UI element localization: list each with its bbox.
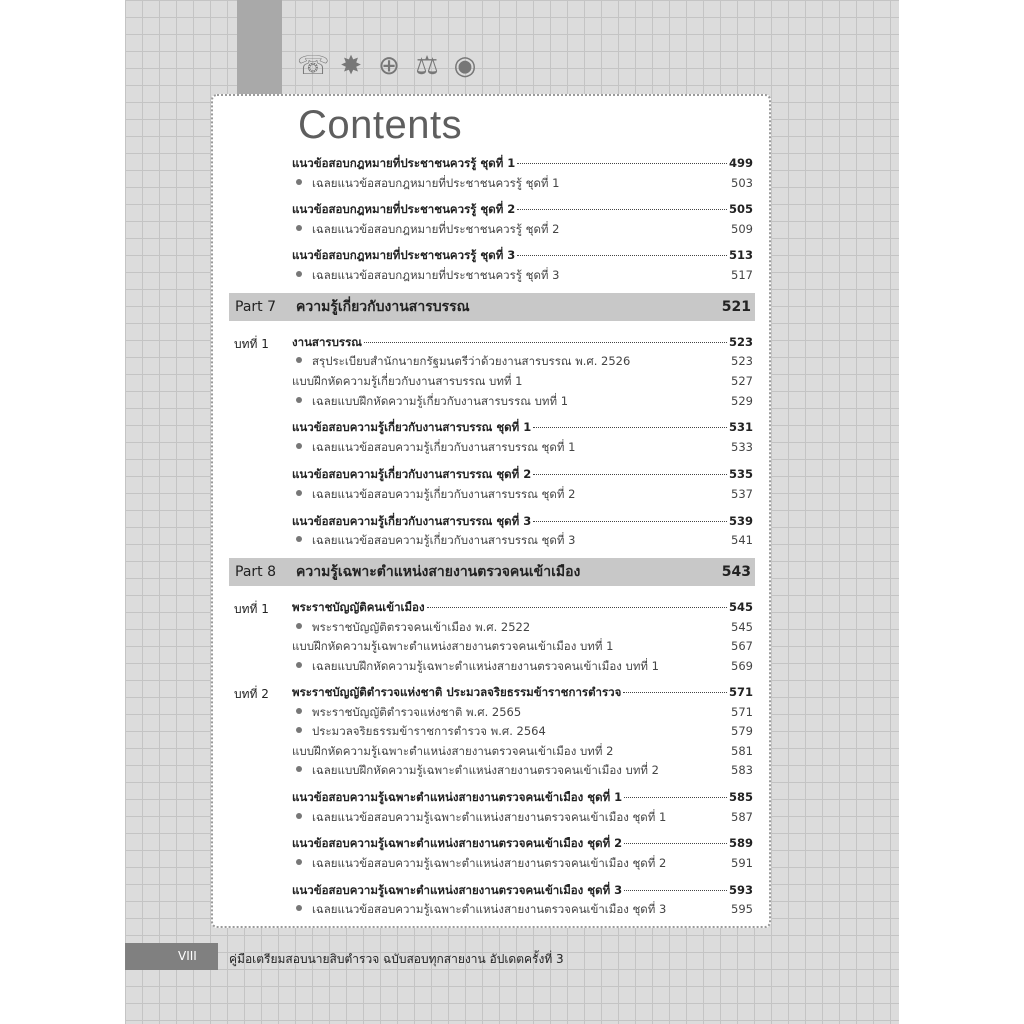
toc-entry[interactable]: เฉลยแนวข้อสอบความรู้เกี่ยวกับงานสารบรรณ ชุดที่ 1 533 bbox=[312, 440, 753, 454]
toc-entry[interactable]: เฉลยแนวข้อสอบกฎหมายที่ประชาชนควรรู้ ชุดที่ 2 509 bbox=[312, 222, 753, 236]
bullet-icon bbox=[296, 490, 302, 496]
bullet-icon bbox=[296, 623, 302, 629]
bullet-icon bbox=[296, 443, 302, 449]
page-number: VIII bbox=[178, 949, 197, 963]
toc-entry[interactable]: แนวข้อสอบความรู้เกี่ยวกับงานสารบรรณ ชุดที่ 3 539 bbox=[292, 514, 753, 528]
police-cap-icon: ◉ bbox=[453, 51, 477, 81]
page-title: Contents bbox=[298, 103, 463, 147]
chapter-label: บทที่ 1 bbox=[234, 337, 269, 351]
bullet-icon bbox=[296, 357, 302, 363]
toc-entry[interactable]: เฉลยแนวข้อสอบความรู้เกี่ยวกับงานสารบรรณ ชุดที่ 2 537 bbox=[312, 487, 753, 501]
toc-entry[interactable]: พระราชบัญญัติตำรวจแห่งชาติ พ.ศ. 2565 571 bbox=[312, 705, 753, 719]
book-title: คู่มือเตรียมสอบนายสิบตำรวจ ฉบับสอบทุกสายงาน อัปเดตครั้งที่ 3 bbox=[229, 952, 564, 966]
toc-entry[interactable]: แนวข้อสอบกฎหมายที่ประชาชนควรรู้ ชุดที่ 3 513 bbox=[292, 248, 753, 262]
chapter-label: บทที่ 2 bbox=[234, 687, 269, 701]
toc-entry[interactable]: แบบฝึกหัดความรู้เฉพาะตำแหน่งสายงานตรวจคนเข้าเมือง บทที่ 1 567 bbox=[292, 639, 753, 653]
bullet-icon bbox=[296, 662, 302, 668]
bullet-icon bbox=[296, 859, 302, 865]
bullet-icon bbox=[296, 905, 302, 911]
toc-entry[interactable]: แนวข้อสอบความรู้เฉพาะตำแหน่งสายงานตรวจคนเข้าเมือง ชุดที่ 2 589 bbox=[292, 836, 753, 850]
toc-entry[interactable]: งานสารบรรณ 523 bbox=[292, 335, 753, 349]
toc-entry[interactable]: เฉลยแนวข้อสอบความรู้เฉพาะตำแหน่งสายงานตรวจคนเข้าเมือง ชุดที่ 3 595 bbox=[312, 902, 753, 916]
header-icons bbox=[297, 50, 481, 82]
bullet-icon bbox=[296, 271, 302, 277]
toc-entry[interactable]: แนวข้อสอบความรู้เฉพาะตำแหน่งสายงานตรวจคนเข้าเมือง ชุดที่ 3 593 bbox=[292, 883, 753, 897]
toc-entry[interactable]: เฉลยแนวข้อสอบกฎหมายที่ประชาชนควรรู้ ชุดที่ 3 517 bbox=[312, 268, 753, 282]
footer-page-tab bbox=[125, 943, 218, 970]
toc-entry[interactable]: พระราชบัญญัติตำรวจแห่งชาติ ประมวลจริยธรรมข้าราชการตำรวจ 571 bbox=[292, 685, 753, 699]
toc-entry[interactable]: เฉลยแนวข้อสอบความรู้เฉพาะตำแหน่งสายงานตรวจคนเข้าเมือง ชุดที่ 2 591 bbox=[312, 856, 753, 870]
part-7-header[interactable]: Part 7 ความรู้เกี่ยวกับงานสารบรรณ 521 bbox=[229, 293, 755, 321]
bullet-icon bbox=[296, 766, 302, 772]
bullet-icon bbox=[296, 708, 302, 714]
toc-entry[interactable]: พระราชบัญญัติคนเข้าเมือง 545 bbox=[292, 600, 753, 614]
toc-entry[interactable]: สรุประเบียบสำนักนายกรัฐมนตรีว่าด้วยงานสารบรรณ พ.ศ. 2526 523 bbox=[312, 354, 753, 368]
toc-entry[interactable]: เฉลยแนวข้อสอบกฎหมายที่ประชาชนควรรู้ ชุดที่ 1 503 bbox=[312, 176, 753, 190]
toc-entry[interactable]: พระราชบัญญัติตรวจคนเข้าเมือง พ.ศ. 2522 545 bbox=[312, 620, 753, 634]
part-8-header[interactable]: Part 8 ความรู้เฉพาะตำแหน่งสายงานตรวจคนเข้าเมือง 543 bbox=[229, 558, 755, 586]
toc-entry[interactable]: แบบฝึกหัดความรู้เฉพาะตำแหน่งสายงานตรวจคนเข้าเมือง บทที่ 2 581 bbox=[292, 744, 753, 758]
toc-entry[interactable]: ประมวลจริยธรรมข้าราชการตำรวจ พ.ศ. 2564 579 bbox=[312, 724, 753, 738]
toc-entry[interactable]: เฉลยแบบฝึกหัดความรู้เฉพาะตำแหน่งสายงานตรวจคนเข้าเมือง บทที่ 1 569 bbox=[312, 659, 753, 673]
toc-entry[interactable]: แนวข้อสอบความรู้เกี่ยวกับงานสารบรรณ ชุดที่ 1 531 bbox=[292, 420, 753, 434]
phone-icon: ☏ bbox=[297, 51, 330, 81]
bullet-icon bbox=[296, 813, 302, 819]
bullet-icon bbox=[296, 397, 302, 403]
bullet-icon bbox=[296, 727, 302, 733]
toc-entry[interactable]: เฉลยแบบฝึกหัดความรู้เกี่ยวกับงานสารบรรณ บทที่ 1 529 bbox=[312, 394, 753, 408]
toc-entry[interactable]: แนวข้อสอบความรู้เฉพาะตำแหน่งสายงานตรวจคนเข้าเมือง ชุดที่ 1 585 bbox=[292, 790, 753, 804]
crosshair-icon: ⊕ bbox=[378, 51, 400, 81]
toc-entry[interactable]: เฉลยแนวข้อสอบความรู้เกี่ยวกับงานสารบรรณ ชุดที่ 3 541 bbox=[312, 533, 753, 547]
toc-entry[interactable]: เฉลยแนวข้อสอบความรู้เฉพาะตำแหน่งสายงานตรวจคนเข้าเมือง ชุดที่ 1 587 bbox=[312, 810, 753, 824]
star-badge-icon: ✸ bbox=[340, 51, 362, 81]
toc-entry[interactable]: แบบฝึกหัดความรู้เกี่ยวกับงานสารบรรณ บทที่ 1 527 bbox=[292, 374, 753, 388]
bullet-icon bbox=[296, 225, 302, 231]
toc-entry[interactable]: แนวข้อสอบกฎหมายที่ประชาชนควรรู้ ชุดที่ 2 505 bbox=[292, 202, 753, 216]
chapter-label: บทที่ 1 bbox=[234, 602, 269, 616]
toc-entry[interactable]: แนวข้อสอบกฎหมายที่ประชาชนควรรู้ ชุดที่ 1 499 bbox=[292, 156, 753, 170]
toc-entry[interactable]: แนวข้อสอบความรู้เกี่ยวกับงานสารบรรณ ชุดที่ 2 535 bbox=[292, 467, 753, 481]
bullet-icon bbox=[296, 179, 302, 185]
toc-entry[interactable]: เฉลยแบบฝึกหัดความรู้เฉพาะตำแหน่งสายงานตรวจคนเข้าเมือง บทที่ 2 583 bbox=[312, 763, 753, 777]
scales-icon: ⚖ bbox=[415, 51, 439, 81]
bullet-icon bbox=[296, 536, 302, 542]
